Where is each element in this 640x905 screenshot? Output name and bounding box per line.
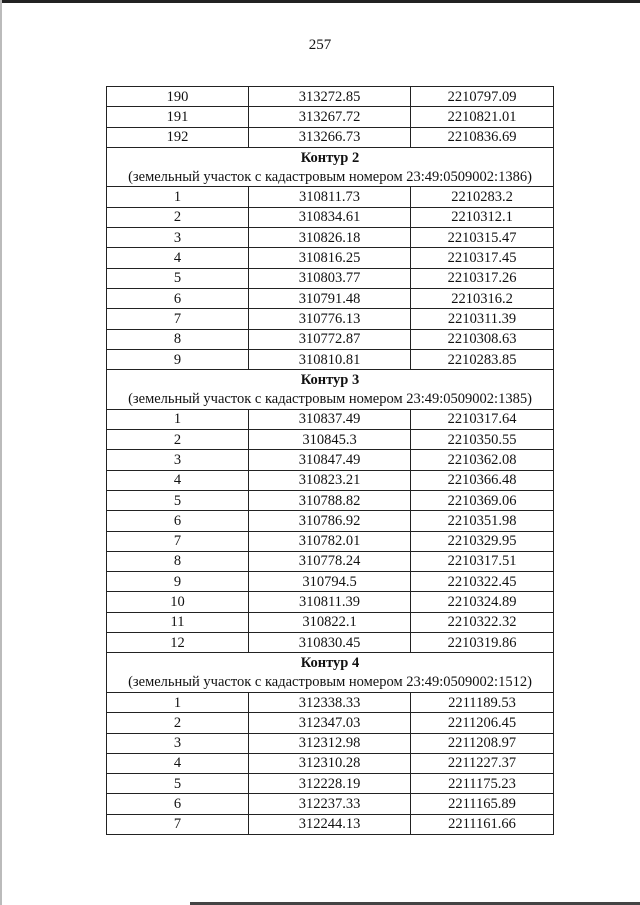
point-number-cell: 8 [107, 551, 249, 571]
point-number-cell: 3 [107, 733, 249, 753]
y-coordinate-cell: 2210317.45 [411, 248, 554, 268]
x-coordinate-cell: 310823.21 [249, 470, 411, 490]
contour-subtitle: (земельный участок с кадастровым номером 23:49:0509002:1385) [107, 389, 554, 409]
point-number-cell: 1 [107, 692, 249, 712]
table-row [107, 228, 554, 248]
y-coordinate-cell: 2210283.85 [411, 349, 554, 369]
y-coordinate-cell: 2210362.08 [411, 450, 554, 470]
table-row [107, 490, 554, 510]
y-coordinate-cell: 2210366.48 [411, 470, 554, 490]
point-number-cell: 190 [107, 87, 249, 107]
x-coordinate-cell: 310778.24 [249, 551, 411, 571]
contour-title-row [107, 653, 554, 673]
x-coordinate-cell: 310837.49 [249, 409, 411, 429]
x-coordinate-cell: 310776.13 [249, 309, 411, 329]
x-coordinate-cell: 310826.18 [249, 228, 411, 248]
table-row [107, 288, 554, 308]
y-coordinate-cell: 2210283.2 [411, 187, 554, 207]
table-row [107, 753, 554, 773]
point-number-cell: 7 [107, 531, 249, 551]
table-row [107, 470, 554, 490]
table-row [107, 713, 554, 733]
y-coordinate-cell: 2210317.51 [411, 551, 554, 571]
y-coordinate-cell: 2210317.64 [411, 409, 554, 429]
point-number-cell: 5 [107, 490, 249, 510]
table-row [107, 692, 554, 712]
point-number-cell: 6 [107, 511, 249, 531]
point-number-cell: 191 [107, 107, 249, 127]
x-coordinate-cell: 310788.82 [249, 490, 411, 510]
table-row [107, 107, 554, 127]
point-number-cell: 2 [107, 713, 249, 733]
x-coordinate-cell: 312237.33 [249, 794, 411, 814]
y-coordinate-cell: 2210316.2 [411, 288, 554, 308]
x-coordinate-cell: 310811.73 [249, 187, 411, 207]
table-row [107, 409, 554, 429]
y-coordinate-cell: 2210315.47 [411, 228, 554, 248]
y-coordinate-cell: 2211227.37 [411, 753, 554, 773]
x-coordinate-cell: 313266.73 [249, 127, 411, 147]
point-number-cell: 8 [107, 329, 249, 349]
page-number: 257 [308, 37, 332, 53]
y-coordinate-cell: 2210797.09 [411, 87, 554, 107]
table-row [107, 268, 554, 288]
x-coordinate-cell: 310811.39 [249, 592, 411, 612]
x-coordinate-cell: 313272.85 [249, 87, 411, 107]
point-number-cell: 192 [107, 127, 249, 147]
scan-edge-top [0, 0, 640, 3]
point-number-cell: 1 [107, 409, 249, 429]
y-coordinate-cell: 2210308.63 [411, 329, 554, 349]
point-number-cell: 6 [107, 794, 249, 814]
table-row [107, 572, 554, 592]
point-number-cell: 3 [107, 228, 249, 248]
point-number-cell: 1 [107, 187, 249, 207]
x-coordinate-cell: 310782.01 [249, 531, 411, 551]
table-row [107, 774, 554, 794]
y-coordinate-cell: 2210311.39 [411, 309, 554, 329]
y-coordinate-cell: 2210369.06 [411, 490, 554, 510]
table-row [107, 450, 554, 470]
point-number-cell: 9 [107, 572, 249, 592]
table-row [107, 511, 554, 531]
table-row [107, 794, 554, 814]
table-row [107, 207, 554, 227]
table-row [107, 248, 554, 268]
y-coordinate-cell: 2210821.01 [411, 107, 554, 127]
point-number-cell: 2 [107, 207, 249, 227]
table-row [107, 187, 554, 207]
point-number-cell: 4 [107, 470, 249, 490]
y-coordinate-cell: 2211175.23 [411, 774, 554, 794]
point-number-cell: 2 [107, 430, 249, 450]
table-row [107, 551, 554, 571]
x-coordinate-cell: 312310.28 [249, 753, 411, 773]
y-coordinate-cell: 2211189.53 [411, 692, 554, 712]
y-coordinate-cell: 2210312.1 [411, 207, 554, 227]
x-coordinate-cell: 310803.77 [249, 268, 411, 288]
table-row [107, 349, 554, 369]
x-coordinate-cell: 310822.1 [249, 612, 411, 632]
point-number-cell: 9 [107, 349, 249, 369]
x-coordinate-cell: 310810.81 [249, 349, 411, 369]
x-coordinate-cell: 312312.98 [249, 733, 411, 753]
contour-subtitle: (земельный участок с кадастровым номером 23:49:0509002:1512) [107, 673, 554, 693]
contour-title-row [107, 147, 554, 167]
point-number-cell: 4 [107, 248, 249, 268]
x-coordinate-cell: 310772.87 [249, 329, 411, 349]
table-row [107, 531, 554, 551]
x-coordinate-cell: 312228.19 [249, 774, 411, 794]
contour-title: Контур 2 [107, 147, 554, 167]
table-row [107, 127, 554, 147]
x-coordinate-cell: 310847.49 [249, 450, 411, 470]
point-number-cell: 7 [107, 814, 249, 834]
y-coordinate-cell: 2210319.86 [411, 633, 554, 653]
coordinates-table [106, 86, 554, 835]
y-coordinate-cell: 2210324.89 [411, 592, 554, 612]
y-coordinate-cell: 2210322.32 [411, 612, 554, 632]
x-coordinate-cell: 310794.5 [249, 572, 411, 592]
x-coordinate-cell: 310816.25 [249, 248, 411, 268]
x-coordinate-cell: 310845.3 [249, 430, 411, 450]
table-row [107, 733, 554, 753]
table-row [107, 430, 554, 450]
contour-subtitle: (земельный участок с кадастровым номером 23:49:0509002:1386) [107, 167, 554, 187]
x-coordinate-cell: 310791.48 [249, 288, 411, 308]
contour-title-row [107, 370, 554, 390]
y-coordinate-cell: 2210329.95 [411, 531, 554, 551]
table-row [107, 633, 554, 653]
table-row [107, 592, 554, 612]
x-coordinate-cell: 312347.03 [249, 713, 411, 733]
table-row [107, 612, 554, 632]
y-coordinate-cell: 2210322.45 [411, 572, 554, 592]
table-row [107, 309, 554, 329]
point-number-cell: 12 [107, 633, 249, 653]
y-coordinate-cell: 2210317.26 [411, 268, 554, 288]
x-coordinate-cell: 312338.33 [249, 692, 411, 712]
point-number-cell: 5 [107, 774, 249, 794]
point-number-cell: 3 [107, 450, 249, 470]
table-row [107, 814, 554, 834]
x-coordinate-cell: 312244.13 [249, 814, 411, 834]
point-number-cell: 10 [107, 592, 249, 612]
y-coordinate-cell: 2210350.55 [411, 430, 554, 450]
x-coordinate-cell: 310830.45 [249, 633, 411, 653]
point-number-cell: 7 [107, 309, 249, 329]
contour-subtitle-row [107, 673, 554, 693]
y-coordinate-cell: 2211161.66 [411, 814, 554, 834]
y-coordinate-cell: 2211206.45 [411, 713, 554, 733]
point-number-cell: 5 [107, 268, 249, 288]
table-row [107, 87, 554, 107]
contour-subtitle-row [107, 167, 554, 187]
contour-title: Контур 4 [107, 653, 554, 673]
point-number-cell: 11 [107, 612, 249, 632]
scan-edge-left [0, 0, 2, 905]
point-number-cell: 6 [107, 288, 249, 308]
y-coordinate-cell: 2211208.97 [411, 733, 554, 753]
contour-subtitle-row [107, 389, 554, 409]
contour-title: Контур 3 [107, 370, 554, 390]
y-coordinate-cell: 2211165.89 [411, 794, 554, 814]
y-coordinate-cell: 2210836.69 [411, 127, 554, 147]
x-coordinate-cell: 313267.72 [249, 107, 411, 127]
x-coordinate-cell: 310786.92 [249, 511, 411, 531]
table-row [107, 329, 554, 349]
point-number-cell: 4 [107, 753, 249, 773]
x-coordinate-cell: 310834.61 [249, 207, 411, 227]
y-coordinate-cell: 2210351.98 [411, 511, 554, 531]
